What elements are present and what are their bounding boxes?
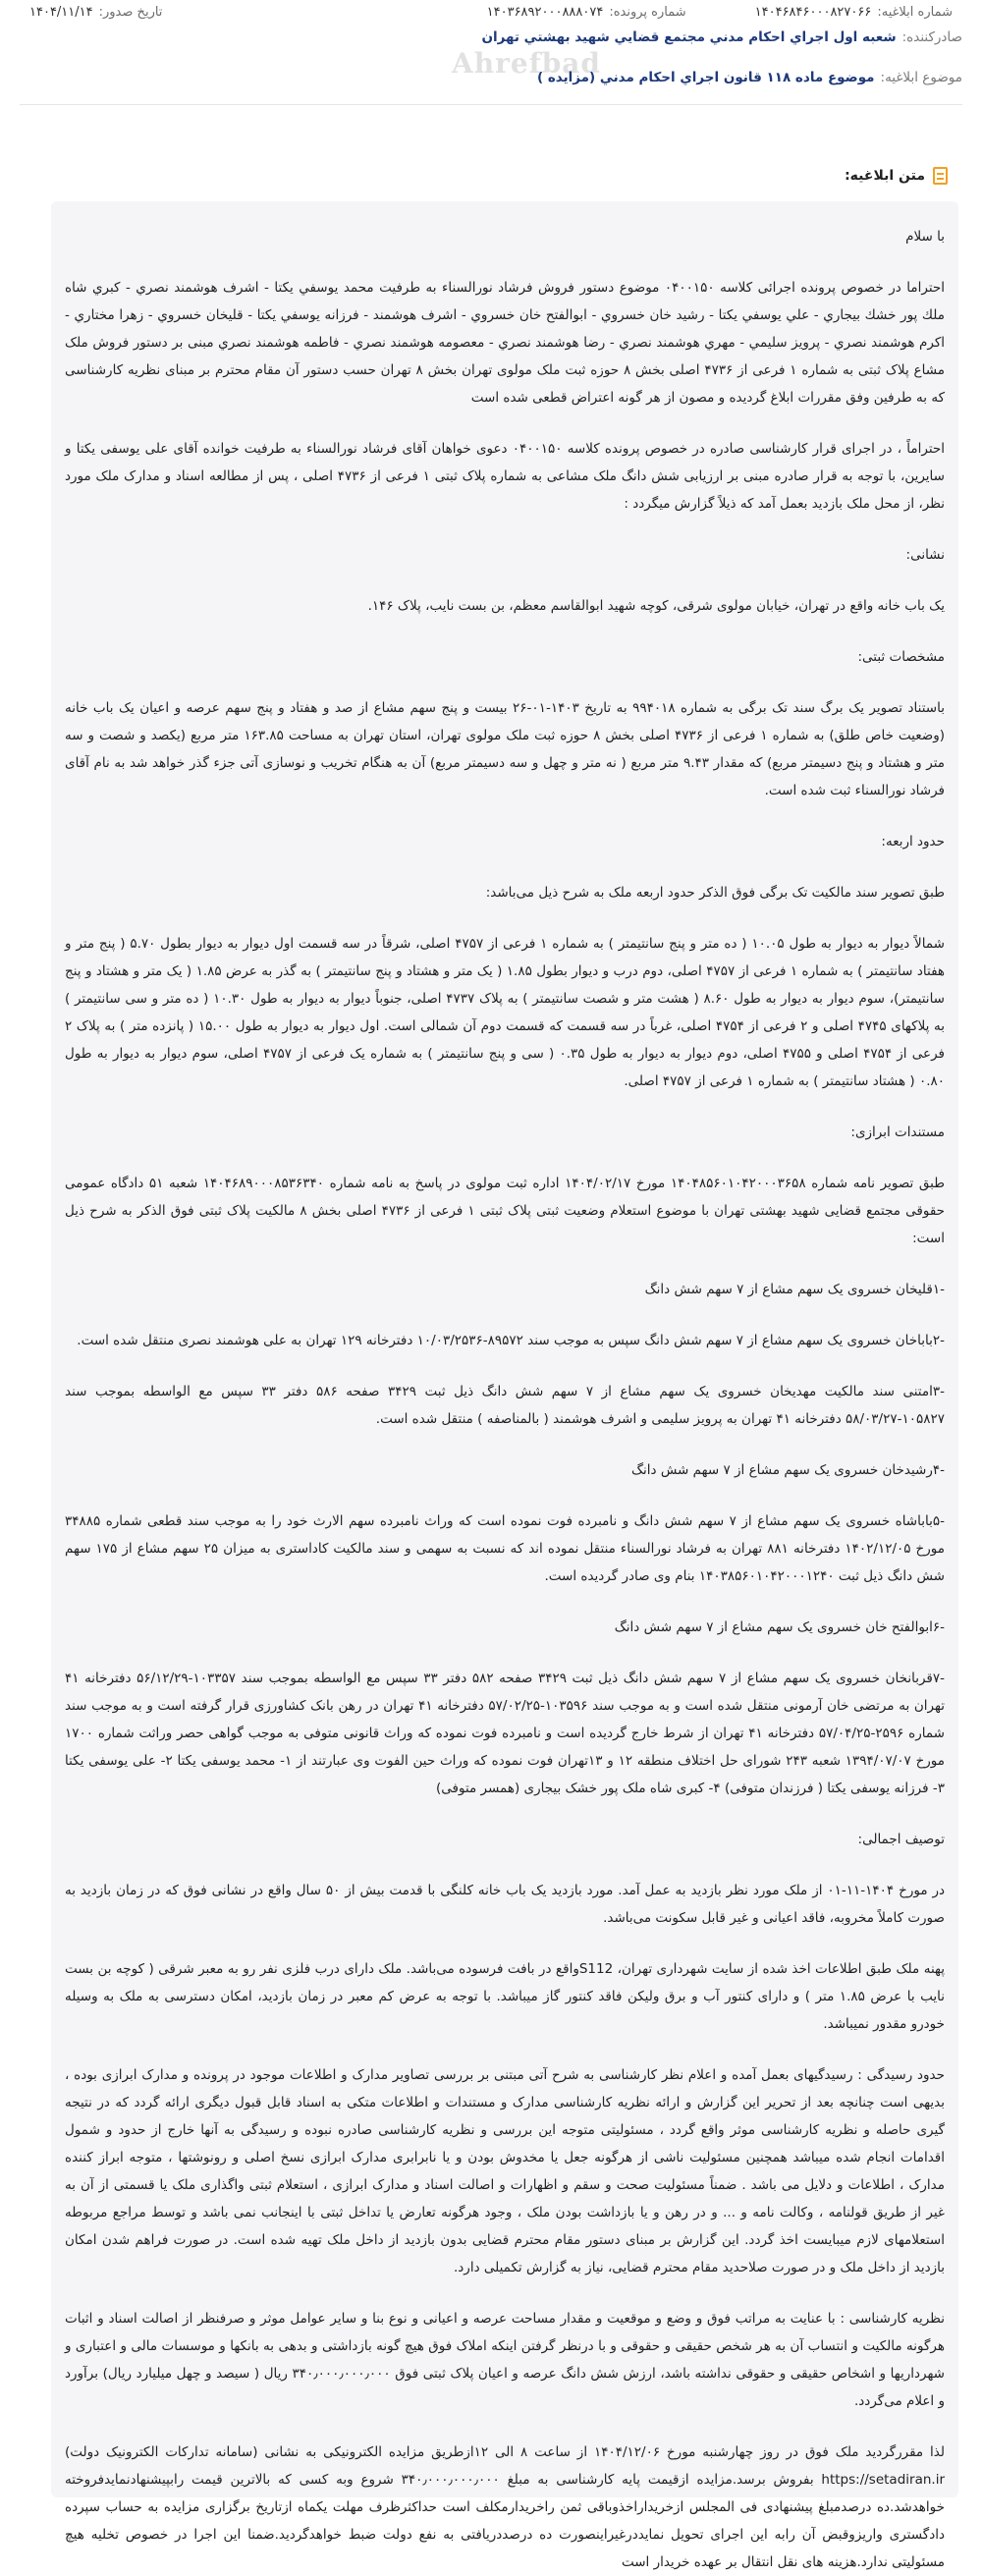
issue-date: تاریخ صدور:۱۴۰۴/۱۱/۱۴: [29, 4, 163, 20]
paragraph: حدود اربعه:: [881, 834, 945, 850]
sender-line: [20, 29, 962, 45]
notice-meta-right: [487, 5, 953, 20]
paragraph: -۵باباشاه خسروی یک سهم مشاع از ۷ سهم شش دانگ و نامبرده فوت نموده است که وراث نامبرده سهم الارث خود را به موجب سند قطعی شماره ۳۴۸۸۵ مورخ ۱۴۰۲/۱۲/۰۵ دفترخانه ۸۸۱ تهران به فرشاد نورالسناء منتقل نموده اند که نسبت به سهمی و سند مالکیت کاداستری به میزان ۲۵ سهم مشاع از ۱۷۵ سهم شش دانگ ذیل ثبت ۱۴۰۳۸۵۶۰۱۰۴۲۰۰۰۱۲۴۰ بنام وی صادر گردیده است.: [65, 1513, 945, 1584]
watermark: Ahrefbad: [452, 47, 601, 80]
paragraph: -۱قلیخان خسروی یک سهم مشاع از ۷ سهم شش دانگ: [644, 1282, 945, 1297]
paragraph: -۶ابوالفتح خان خسروی یک سهم مشاع از ۷ سهم شش دانگ: [614, 1619, 945, 1635]
paragraph: مشخصات ثبتی:: [857, 649, 945, 665]
paragraph: لذا مقررگردید ملک فوق در روز چهارشنبه مورخ ۱۴۰۴/۱۲/۰۶ از ساعت ۸ الی ۱۲ازطریق مزایده الکترونیکی به نشانی (سامانه تدارکات الکترونیک دولت) https://setadiran.ir بفروش برسد.مزایده ازقیمت پایه کارشناسی به مبلغ ۳۴۰٫۰۰۰٫۰۰۰٫۰۰۰ شروع وبه کسی که بالاترین قیمت رابپیشنهادنمایدفروخته خواهدشد.ده درصدمبلغ پیشنهادی فی المجلس ازخریداراخذوباقی ثمن راخریدارمکلف است حداکثرظرف مهلت یکماه ازتاریخ برگزاری مزایده به حساب سپرده دادگستری واریزوقبض آن رابه این اجرای تحویل نمایددرغیراینصورت ده درصددریافتی به نفع دولت ضبط خواهدگردید.ضمنا این اجرا در خصوص تخلیه هیچ مسئولیتی ندارد.هزینه های نقل انتقال بر عهده خریدار است: [65, 2444, 946, 2570]
paragraph: -۴رشیدخان خسروی یک سهم مشاع از ۷ سهم شش دانگ: [630, 1462, 945, 1478]
paragraph: حدود رسیدگی : رسیدگیهای بعمل آمده و اعلام نظر کارشناسی به شرح آتی مبتنی بر بررسی تصاویر مدارک و اطلاعات موجود در پرونده و مدارک ابرازی بوده ، بدیهی است چنانچه بعد از تحریر این گزارش و ارائه نظریه کارشناسی مدارک و مستندات و اطلاعات متکی به اسناد قابل قبول دیگری ارائه گردد که در نتیجه گیری حاصله و نظریه کارشناسی موثر واقع گردد ، مسئولیتی متوجه این بررسی و نظریه کارشناسی صادره نبوده و رسیدگی به آنها خارج از حدود و شمول اقدامات انجام شده میباشد همچنین مسئولیت ناشی از هرگونه جعل یا مخدوش بودن و یا نابرابری مدارک ابرازی نسخ اصلی و رونوشتها ، متوجه ابراز کننده مدارک ، اطلاعات و دلایل می باشد . ضمناً مسئولیت صحت و سقم و اظهارات و اصالت اسناد و مدارک ابرازی ، استعلام ثبتی واگذاری ملک یا قسمتی از آن به غیر از طریق قولنامه ، وکالت نامه و ... و در رهن و یا بازداشت بودن ملک ، وجود هرگونه تعارض یا تداخل ثبتی با اینجانب نمی باشد و توسط مراجع مربوطه استعلامهای لازم میبایست اخذ گردد. این گزارش بر مبنای دستور مقام محترم قضایی بدون بازدید از داخل ملک تهیه شده است. در صورت فراهم شدن امکان بازدید از داخل ملک و در صورت صلاحدید مقام محترم قضایی، نیاز به گزارش تکمیلی دارد.: [65, 2067, 945, 2275]
paragraph: باستناد تصویر یک برگ سند تک برگی به شماره ۹۹۴۰۱۸ به تاریخ ۱۴۰۳-۰۱-۲۶ بیست و پنج سهم مشاع از صد و هفتاد و پنج سهم عرصه و اعیان یک باب خانه (وضعیت خاص طلق) به شماره ۱ فرعی از ۴۷۳۶ اصلی بخش ۸ حوزه ثبت ملک مولوی تهران، استان تهران به مساحت ۱۶۳.۸۵ متر مربع (یکصد و شصت و سه متر و هشتاد و پنج دسیمتر مربع) که مقدار ۹.۴۳ متر مربع ( نه متر و چهل و سه دسیمتر مربع) آن به هنگام تخریب و نوسازی آتی جزء گذر خواهد شد به نام آقای فرشاد نورالسناء ثبت شده است.: [65, 700, 946, 798]
subject-label: موضوع ابلاغیه:: [880, 70, 962, 85]
paragraph: -۳امتنی سند مالکیت مهدیخان خسروی یک سهم مشاع از ۷ سهم شش دانگ ذیل ثبت ۳۴۲۹ صفحه ۵۸۶ دفتر ۳۳ سپس مع الواسطه بموجب سند ۱۰۵۸۲۷-۵۸/۰۳/۲۷ دفترخانه ۴۱ تهران به پرویز سلیمی و اشرف هوشمند ( بالمناصفه ) منتقل شده است.: [65, 1384, 945, 1427]
paragraph: مستندات ابرازی:: [850, 1124, 945, 1140]
sender-value: شعبه اول اجراي احكام مدني مجتمع قضايي شهيد بهشتي تهران: [481, 29, 897, 45]
file-number: شماره پرونده:۱۴۰۳۶۸۹۲۰۰۰۸۸۸۰۷۴: [486, 4, 686, 20]
section-title-label: متن ابلاغیه:: [845, 168, 925, 184]
subject-value: موضوع ماده ۱۱۸ قانون اجراي احكام مدني (مزايده ): [536, 70, 875, 85]
section-title: [845, 167, 948, 185]
paragraph: -۲بابا‌خان خسروی یک سهم مشاع از ۷ سهم شش دانگ سپس به موجب سند ۸۹۵۷۲-۱۰/۰۳/۲۵۳۶ دفترخانه ۱۲۹ تهران به علی هوشمند نصری منتقل شده است.: [77, 1333, 945, 1348]
paragraph: طبق تصویر سند مالکیت تک برگی فوق الذکر حدود اربعه ملک به شرح ذیل می‌باشد:: [485, 885, 945, 901]
paragraph: -۷قربانخان خسروی یک سهم مشاع از ۷ سهم شش دانگ ذیل ثبت ۳۴۲۹ صفحه ۵۸۲ دفتر ۳۳ سپس مع الواسطه بموجب سند ۱۰۳۳۵۷-۵۶/۱۲/۲۹ دفترخانه ۴۱ تهران به مرتضی خان آرمونی منتقل شده است و به موجب سند ۱۰۳۵۹۶-۵۷/۰۲/۲۵ دفترخانه ۴۱ تهران در رهن بانک کشاورزی قرار گرفته است و به موجب سند شماره ۲۵۹۶-۵۷/۰۴/۲۵ دفترخانه ۴۱ تهران از شرط خارج گردیده است و نامبرده فوت نموده که وراث قانونی متوفی به موجب گواهی حصر وراثت شماره ۱۷۰۰ مورخ ۱۳۹۴/۰۷/۰۷ شعبه ۲۴۳ شورای حل اختلاف منطقه ۱۲ و ۱۳تهران فوت نموده که وراث حین الفوت وی عبارتند از ۱- محمد یوسفی یکتا ۲- علی یوسفی یکتا ۳- فرزانه یوسفی یکتا ( فرزندان متوفی) ۴- کبری شاه ملک پور خشک بیجاری (همسر متوفی): [65, 1671, 946, 1796]
paragraph: توصیف اجمالی:: [857, 1832, 945, 1847]
paragraph: یک باب خانه واقع در تهران، خیابان مولوی شرقی، کوچه شهید ابوالقاسم معظم، بن بست نایب، پلاک ۱۴۶.: [367, 598, 945, 614]
document-icon: [933, 167, 948, 185]
sender-label: صادرکننده:: [901, 29, 962, 45]
paragraph: پهنه ملک طبق اطلاعات اخذ شده از سایت شهرداری تهران، S112واقع در بافت فرسوده می‌باشد. ملک دارای درب فلزی نفر رو به معبر شرقی ( کوچه بن بست نایب با عرض ۱.۸۵ متر ) و دارای کنتور آب و برق ولیکن فاقد کنتور گاز میباشد. با توجه به عرض کم معبر در زمان بازدید، امکان دسترسی به ملک به وسیله خودرو مقدور نمیباشد.: [65, 1961, 945, 2032]
paragraph: در مورخ ۱۴۰۴-۱۱-۰۱ از ملک مورد نظر بازدید به عمل آمد. مورد بازدید یک باب خانه کلنگی با قدمت بیش از ۵۰ سال واقع در نشانی فوق که در زمان بازدید به صورت کاملاً مخروبه، فاقد اعیانی و غیر قابل سکونت می‌باشد.: [65, 1883, 945, 1926]
paragraph: با سلام: [905, 229, 945, 245]
notice-body: [51, 201, 958, 2570]
paragraph: نشانی:: [905, 547, 945, 563]
paragraph: طبق تصویر نامه شماره ۱۴۰۴۸۵۶۰۱۰۴۲۰۰۰۳۶۵۸ مورخ ۱۴۰۴/۰۲/۱۷ اداره ثبت مولوی در پاسخ به نامه شماره ۱۴۰۴۶۸۹۰۰۰۸۵۳۶۳۴۰ شعبه ۵۱ دادگاه عمومی حقوقی مجتمع قضایی شهید بهشتی تهران با موضوع استعلام وضعیت ثبتی پلاک ثبتی ۱ فرعی از ۴۷۳۶ اصلی بخش ۸ مالکیت پلاک ثبتی فوق الذکر به شرح ذیل است:: [65, 1176, 945, 1246]
notice-meta-bar: [0, 0, 982, 24]
paragraph: احتراماً ، در اجرای قرار کارشناسی صادره در خصوص پرونده کلاسه ۰۴۰۰۱۵۰ دعوی خواهان آقای فرشاد نورالسناء به طرفیت خوانده آقای علی یوسفی یکتا و سایرین، با توجه به قرار صادره مبنی بر ارزیابی شش دانگ ملک مشاعی به شماره پلاک ثبتی ۱ فرعی از ۴۷۳۶ اصلی ، پس از مطالعه اسناد و مدارک ملک مورد نظر، از محل ملک بازدید بعمل آمد که ذیلاً گزارش میگردد :: [65, 441, 945, 512]
paragraph: احتراما در خصوص پرونده اجرائی کلاسه ۰۴۰۰۱۵۰ موضوع دستور فروش فرشاد نورالسناء به طرفیت محمد يوسفي يكتا - اشرف هوشمند نصري - كبري شاه ملك پور خشك بيجاري - علي يوسفي يكتا - رشيد خان خسروي - ابوالفتح خان خسروي - اشرف هوشمند - فرزانه يوسفي يكتا - قليخان خسروي - زهرا مختاري - اكرم هوشمند نصري - پرويز سليمي - مهري هوشمند نصري - رضا هوشمند نصري - معصومه هوشمند نصري - فاطمه هوشمند نصري مبنی بر دستور فروش ملک مشاع پلاک ثبتی به شماره ۱ فرعی از ۴۷۳۶ اصلی بخش ۸ حوزه ثبت ملک مولوی تهران بخش ۸ تهران حسب دستور آن مقام محترم بر مبنای نظریه کارشناسی که به طرفین وفق مقررات ابلاغ گردیده و مصون از هر گونه اعتراض قطعی شده است: [65, 280, 945, 406]
header-divider: [20, 104, 962, 105]
paragraph: نظریه کارشناسی : با عنایت به مراتب فوق و وضع و موقعیت و مقدار مساحت عرصه و اعیانی و نوع بنا و سایر عوامل موثر و صرفنظر از اصالت اسناد و اثبات هرگونه مالکیت و انتساب آن به هر شخص حقیقی و حقوقی و با درنظر گرفتن اینکه املاک فوق هیچ گونه بازداشتی و بدهی به بانکها و موسسات مالی و اعتباری و شهرداریها و اشخاص حقیقی و حقوقی نداشته باشد، ارزش شش دانگ عرصه و اعیان پلاک ثبتی فوق ۳۴۰٫۰۰۰٫۰۰۰٫۰۰۰ ریال ( سیصد و چهل میلیارد ریال) برآورد و اعلام می‌گردد.: [65, 2311, 945, 2409]
subject-line: [20, 70, 962, 85]
paragraph: شمالاً دیوار به دیوار به طول ۱۰.۰۵ ( ده متر و پنج سانتیمتر ) به شماره ۱ فرعی از ۴۷۵۷ اصلی، شرقاً در سه قسمت اول دیوار به دیوار بطول ۵.۷۰ ( پنج متر و هفتاد سانتیمتر ) به شماره ۱ فرعی از ۴۷۵۷ اصلی، دوم درب و دیوار بطول ۱.۸۵ ( یک متر و هشتاد و پنج سانتیمتر ) به گذر به عرض ۱.۸۵ ( یک متر و هشتاد و پنج سانتیمتر)، سوم دیوار به دیوار به طول ۸.۶۰ ( هشت متر و شصت سانتیمتر ) به پلاک ۴۷۳۷ اصلی، جنوباً دیوار به دیوار به طول ۱۰.۳۰ ( ده متر و سی سانتیمتر ) به پلاکهای ۴۷۴۵ اصلی و ۲ فرعی از ۴۷۵۴ اصلی، غرباً در سه قسمت که قسمت دوم آن شمالی است. اول دیوار به دیوار به طول ۱۵.۰۰ ( پانزده متر ) به پلاک ۲ فرعی از ۴۷۵۴ اصلی و ۴۷۵۵ اصلی، دوم دیوار به دیوار به طول ۰.۳۵ ( سی و پنج سانتیمتر ) به شماره یک فرعی از ۴۷۵۷ اصلی، سوم دیوار به دیوار به طول ۰.۸۰ ( هشتاد سانتیمتر ) به شماره ۱ فرعی از ۴۷۵۷ اصلی.: [65, 936, 946, 1089]
notice-number: شماره ابلاغیه:۱۴۰۴۶۸۴۶۰۰۰۸۲۷۰۶۶: [754, 4, 953, 20]
